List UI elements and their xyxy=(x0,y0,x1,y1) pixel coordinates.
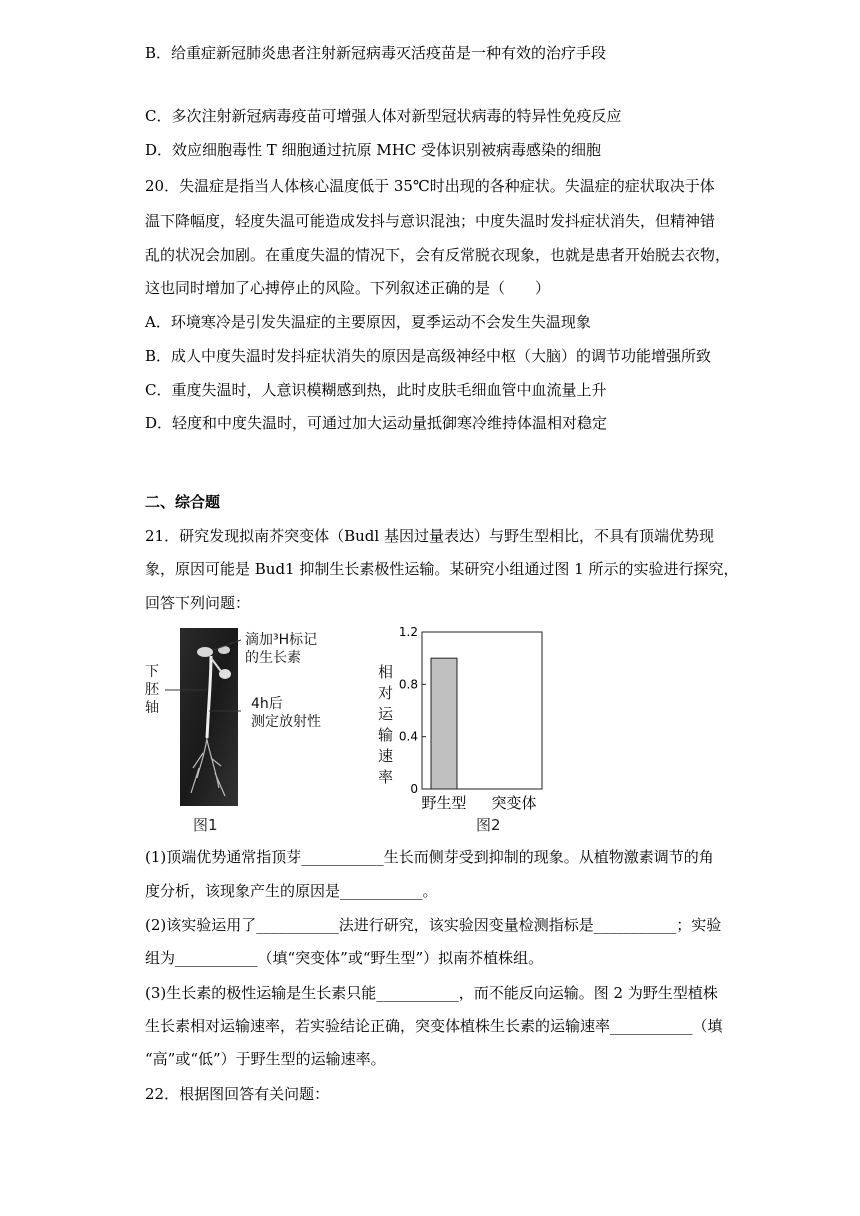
figure-2 xyxy=(370,622,560,837)
bar-chart xyxy=(370,622,560,812)
q19-option-c: C．多次注射新冠病毒疫苗可增强人体对新型冠状病毒的特异性免疫反应 xyxy=(145,107,622,125)
q20-option-a: A．环境寒冷是引发失温症的主要原因，夏季运动不会发生失温现象 xyxy=(145,313,591,331)
y-tick-label: 1.2 xyxy=(398,625,418,639)
y-tick-label: 0 xyxy=(410,782,418,796)
section-title: 二、综合题 xyxy=(145,493,221,511)
q20-stem-line-4: 这也同时增加了心搏停止的风险。下列叙述正确的是（ ） xyxy=(145,279,551,297)
fig1-label-measure: 测定放射性 xyxy=(251,714,321,730)
q21-sub1-line-1: (1)顶端优势通常指顶芽___________生长而侧芽受到抑制的现象。从植物激素调节的角 xyxy=(145,848,714,866)
q21-stem-line-2: 象，原因可能是 Bud1 抑制生长素极性运输。某研究小组通过图 1 所示的实验进行探究， xyxy=(145,560,739,578)
fig1-label-hypocotyl-2: 胚 xyxy=(145,682,159,698)
cotyledon-left xyxy=(197,647,213,657)
q21-stem-line-1: 21．研究发现拟南芥突变体（Budl 基因过量表达）与野生型相比，不具有顶端优势现 xyxy=(145,527,714,545)
category-label: 野生型 xyxy=(421,794,467,812)
fig1-label-drip-line-1: 滴加³H标记 xyxy=(245,632,318,648)
q21-sub3-line-2: 生长素相对运输速率，若实验结论正确，突变体植株生长素的运输速率___________（填 xyxy=(145,1017,723,1035)
q20-stem-line-2: 温下降幅度，轻度失温可能造成发抖与意识混浊；中度失温时发抖症状消失，但精神错 xyxy=(145,212,716,230)
q20-stem-line-3: 乱的状况会加剧。在重度失温的情况下，会有反常脱衣现象，也就是患者开始脱去衣物， xyxy=(145,246,731,264)
y-tick-label: 0.4 xyxy=(398,729,418,744)
bar-0 xyxy=(431,658,457,789)
q19-option-b: B．给重症新冠肺炎患者注射新冠病毒灭活疫苗是一种有效的治疗手段 xyxy=(145,44,607,62)
q20-stem-line-1: 20．失温症是指当人体核心温度低于 35℃时出现的各种症状。失温症的症状取决于体 xyxy=(145,177,715,195)
q21-sub3-line-3: “高”或“低”）于野生型的运输速率。 xyxy=(145,1050,386,1068)
q21-sub3-line-1: (3)生长素的极性运输是生长素只能___________，而不能反向运输。图 2 为野生型植株 xyxy=(145,984,718,1002)
fig1-label-time: 4h后 xyxy=(251,696,283,712)
fig1-label-hypocotyl-3: 轴 xyxy=(145,700,159,716)
y-tick-label: 0.8 xyxy=(398,677,418,692)
chart-y-axis-label: 相对运输速率 xyxy=(378,663,394,786)
fig1-caption: 图1 xyxy=(193,816,218,834)
fig2-caption: 图2 xyxy=(476,816,501,834)
q20-option-c: C．重度失温时，人意识模糊感到热，此时皮肤毛细血管中血流量上升 xyxy=(145,381,607,399)
q19-option-d: D．效应细胞毒性 T 细胞通过抗原 MHC 受体识别被病毒感染的细胞 xyxy=(145,141,602,159)
q21-sub1-line-2: 度分析，该现象产生的原因是___________。 xyxy=(145,882,438,900)
q20-option-b: B．成人中度失温时发抖症状消失的原因是高级神经中枢（大脑）的调节功能增强所致 xyxy=(145,347,712,365)
fig1-label-hypocotyl-1: 下 xyxy=(145,664,159,680)
category-label: 突变体 xyxy=(491,794,537,812)
q22-stem: 22．根据图回答有关问题： xyxy=(145,1085,330,1103)
q21-stem-line-3: 回答下列问题： xyxy=(145,594,251,612)
fig1-label-drip-line-2: 的生长素 xyxy=(245,650,301,666)
q20-option-d: D．轻度和中度失温时，可通过加大运动量抵御寒冷维持体温相对稳定 xyxy=(145,414,608,432)
figure-1 xyxy=(145,628,355,838)
q21-sub2-line-2: 组为___________（填“突变体”或“野生型”）拟南芥植株组。 xyxy=(145,949,544,967)
q21-sub2-line-1: (2)该实验运用了___________法进行研究，该实验因变量检测指标是___________；实验 xyxy=(145,916,722,934)
